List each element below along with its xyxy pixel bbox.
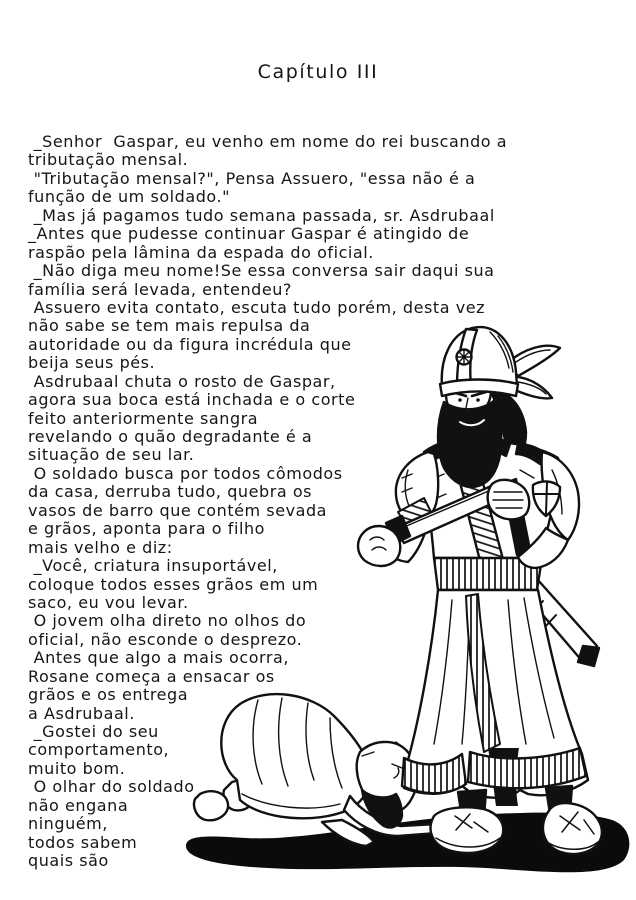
story-line: situação de seu lar. (28, 445, 195, 465)
story-line: beija seus pés. (28, 353, 156, 373)
story-line: e grãos, aponta para o filho (28, 519, 265, 539)
story-line: grãos e os entrega (28, 685, 189, 705)
story-line: não engana (28, 795, 129, 815)
soldier-beard (438, 400, 501, 487)
story-line: da casa, derruba tudo, quebra os (28, 482, 313, 502)
story-line: função de um soldado." (28, 187, 231, 207)
soldier-fist (358, 526, 400, 566)
story-line: Antes que algo a mais ocorra, (28, 648, 290, 668)
story-line: não sabe se tem mais repulsa da (28, 316, 311, 336)
story-line: agora sua boca está inchada e o corte (28, 390, 356, 410)
soldier-shoe-right (543, 803, 602, 854)
story-line: _Antes que pudesse continuar Gaspar é atingido de (28, 224, 470, 244)
story-line: _Senhor Gaspar, eu venho em nome do rei buscando a (28, 132, 508, 151)
story-line: comportamento, (28, 740, 170, 760)
story-line: quais são (28, 851, 109, 871)
soldier-shoe-left (431, 807, 504, 853)
story-line: O olhar do soldado (28, 777, 195, 797)
story-line: Asdrubaal chuta o rosto de Gaspar, (28, 371, 336, 391)
story-line: oficial, não esconde o desprezo. (28, 629, 303, 649)
story-line: _Você, criatura insuportável, (28, 556, 278, 576)
story-line: vasos de barro que contém sevada (28, 500, 328, 520)
story-line: raspão pela lâmina da espada do oficial. (28, 242, 374, 262)
story-line: "Tributação mensal?", Pensa Assuero, "essa não é a (28, 168, 476, 188)
chapter-title: Capítulo III (257, 61, 379, 83)
story-line: ninguém, (28, 814, 108, 834)
kneeling-man-front-foot (194, 791, 228, 820)
story-line: tributação mensal. (28, 150, 189, 170)
story-line: muito bom. (28, 758, 126, 778)
story-line: revelando o quão degradante é a (28, 427, 313, 446)
story-line: coloque todos esses grãos em um (28, 574, 319, 594)
story-line: O jovem olha direto no olhos do (28, 611, 307, 631)
story-line: família será levada, entendeu? (28, 279, 292, 299)
story-line: O soldado busca por todos cômodos (28, 463, 343, 483)
story-line: _Gostei do seu (28, 722, 159, 741)
story-line: autoridade ou da figura incrédula que (28, 334, 352, 354)
illustration-soldier-and-kneeling-man (170, 318, 636, 900)
story-line: _Não diga meu nome!Se essa conversa sair daqui sua (28, 261, 495, 281)
story-line: todos sabem (28, 832, 138, 852)
story-line: feito anteriormente sangra (28, 408, 259, 428)
story-line: a Asdrubaal. (28, 703, 135, 723)
story-line: Assuero evita contato, escuta tudo porém, desta vez (28, 297, 486, 317)
story-line: mais velho e diz: (28, 537, 173, 557)
story-line: Rosane começa a ensacar os (28, 666, 275, 686)
story-line: saco, eu vou levar. (28, 592, 189, 612)
story-line: _Mas já pagamos tudo semana passada, sr. Asdrubaal (28, 205, 495, 225)
